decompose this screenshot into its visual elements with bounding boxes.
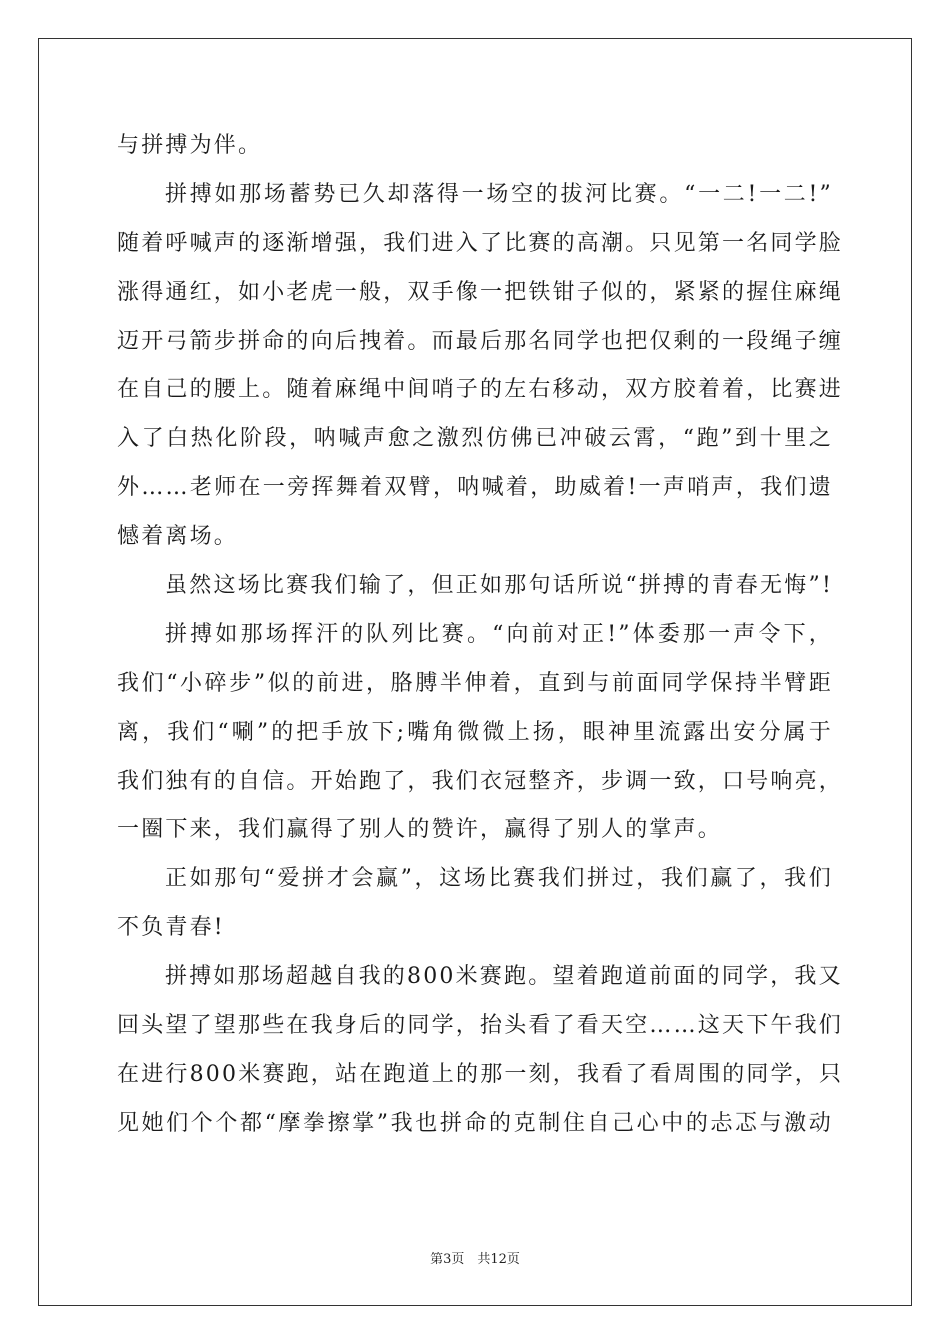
text-line: 虽然这场比赛我们输了，但正如那句话所说“拼搏的青春无悔”! — [165, 573, 833, 599]
text-line: 迈开弓箭步拼命的向后拽着。而最后那名同学也把仅剩的一段绳子缠 — [117, 328, 844, 354]
text-line: 我们“小碎步”似的前进，胳膊半伸着，直到与前面同学保持半臂距 — [117, 670, 833, 696]
document-body — [117, 122, 844, 1149]
text-line: 离，我们“唰”的把手放下;嘴角微微上扬，眼神里流露出安分属于 — [117, 719, 833, 745]
text-line: 回头望了望那些在我身后的同学，抬头看了看天空……这天下午我们 — [117, 1013, 844, 1039]
text-line: 拼搏如那场超越自我的800米赛跑。望着跑道前面的同学，我又 — [165, 964, 843, 990]
text-line: 随着呼喊声的逐渐增强，我们进入了比赛的高潮。只见第一名同学脸 — [117, 230, 844, 256]
page-number-footer: 第3页 共12页 — [430, 1252, 520, 1267]
text-line: 在自己的腰上。随着麻绳中间哨子的左右移动，双方胶着着，比赛进 — [117, 377, 844, 403]
text-line: 拼搏如那场蓄势已久却落得一场空的拔河比赛。“一二!一二!” — [165, 181, 833, 207]
text-line: 涨得通红，如小老虎一般，双手像一把铁钳子似的，紧紧的握住麻绳 — [117, 279, 844, 305]
text-line: 不负青春! — [117, 915, 225, 941]
text-line: 正如那句“爱拼才会赢”，这场比赛我们拼过，我们赢了，我们 — [165, 866, 833, 892]
text-line: 在进行800米赛跑，站在跑道上的那一刻，我看了看周围的同学，只 — [117, 1061, 844, 1087]
text-line: 外……老师在一旁挥舞着双臂，呐喊着，助威着!一声哨声，我们遗 — [117, 475, 833, 501]
text-line: 一圈下来，我们赢得了别人的赞许，赢得了别人的掌声。 — [117, 817, 723, 843]
text-line: 憾着离场。 — [117, 524, 239, 550]
text-line: 见她们个个都“摩拳擦掌”我也拼命的克制住自己心中的忐忑与激动 — [117, 1110, 833, 1136]
text-line: 入了白热化阶段，呐喊声愈之激烈仿佛已冲破云霄，“跑”到十里之 — [117, 426, 833, 452]
text-line: 拼搏如那场挥汗的队列比赛。“向前对正!”体委那一声令下， — [165, 621, 833, 647]
text-line: 我们独有的自信。开始跑了，我们衣冠整齐，步调一致，口号响亮， — [117, 768, 844, 794]
text-line: 与拼搏为伴。 — [117, 133, 263, 158]
